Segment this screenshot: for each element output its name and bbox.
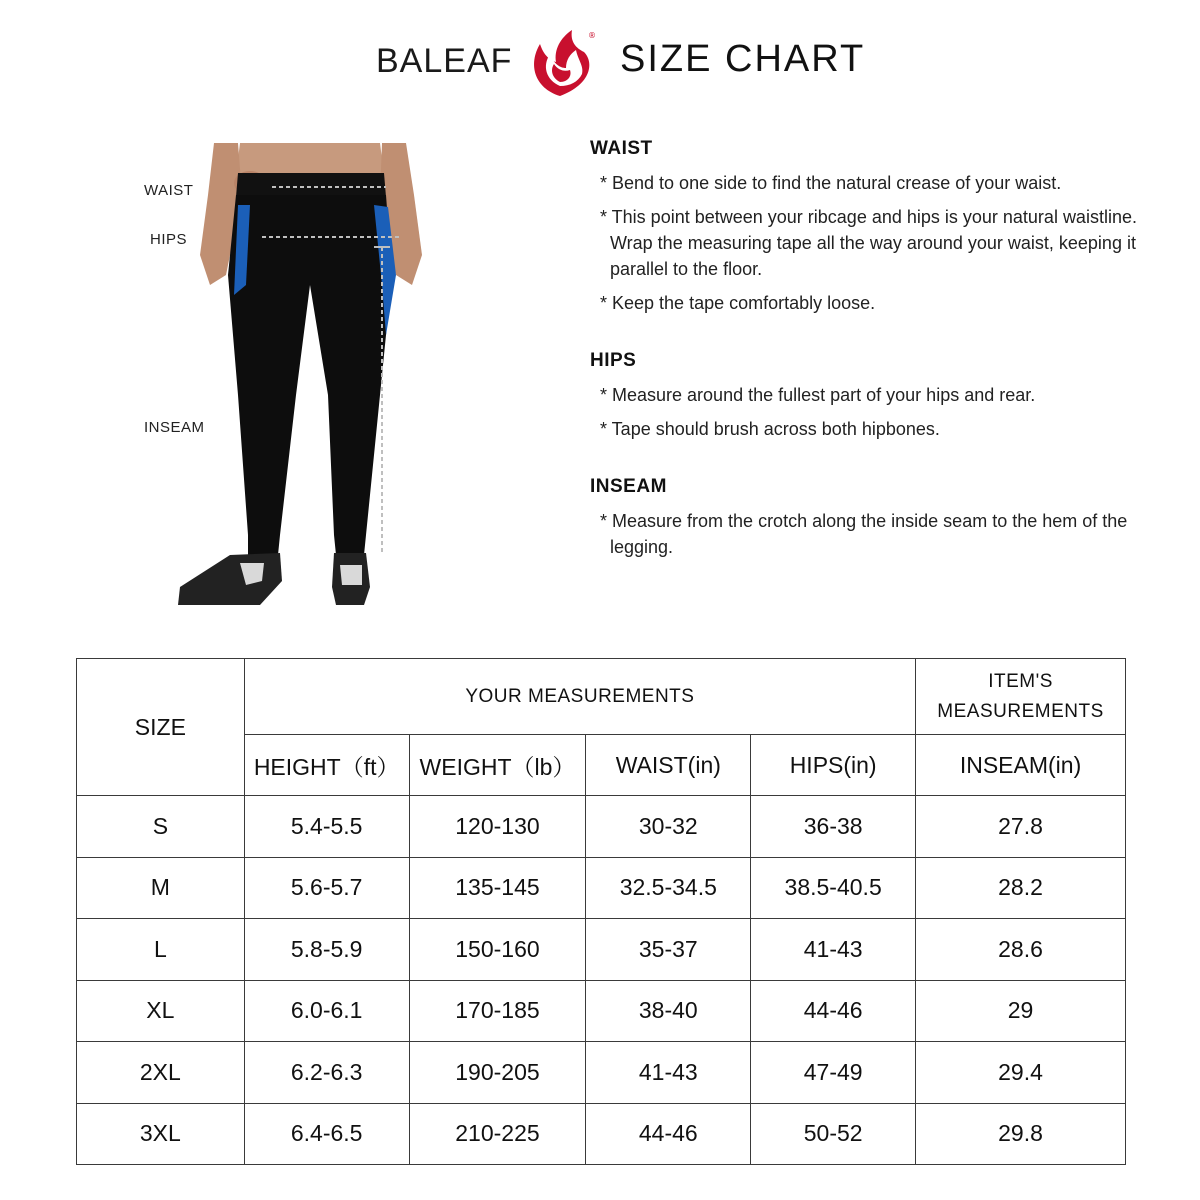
table-cell: 29 [916, 980, 1126, 1042]
table-cell: 41-43 [751, 919, 916, 981]
height-header: HEIGHT（ft） [244, 735, 409, 796]
inseam-section [590, 476, 1150, 560]
table-cell: 36-38 [751, 796, 916, 858]
size-table [76, 658, 1126, 1165]
left-shoe [178, 553, 282, 605]
table-cell: 170-185 [409, 980, 586, 1042]
table-cell: 38-40 [586, 980, 751, 1042]
waist-section [590, 138, 1150, 316]
brand-name: BALEAF [376, 42, 513, 80]
table-row [77, 1042, 1126, 1104]
table-cell: XL [77, 980, 245, 1042]
inseam-heading: INSEAM [590, 476, 667, 497]
table-cell: 35-37 [586, 919, 751, 981]
table-cell: 3XL [77, 1103, 245, 1165]
waist-header: WAIST(in) [586, 735, 751, 796]
table-cell: 6.0-6.1 [244, 980, 409, 1042]
hips-tip-2: * Tape should brush across both hipbones. [600, 419, 940, 439]
table-cell: 44-46 [751, 980, 916, 1042]
hips-header: HIPS(in) [751, 735, 916, 796]
table-cell: 5.6-5.7 [244, 857, 409, 919]
table-row [77, 796, 1126, 858]
table-cell: 210-225 [409, 1103, 586, 1165]
page-title: SIZE CHART [620, 38, 866, 80]
measurement-instructions [590, 138, 1150, 594]
waist-tip-2: * This point between your ribcage and hips is your natural waistline. Wrap the measuring tape all the way around your waist, keeping it parallel to the floor. [600, 207, 1137, 279]
table-cell: 120-130 [409, 796, 586, 858]
table-cell: 32.5-34.5 [586, 857, 751, 919]
table-cell: 5.8-5.9 [244, 919, 409, 981]
leggings [228, 195, 392, 555]
table-cell: 29.4 [916, 1042, 1126, 1104]
table-cell: 5.4-5.5 [244, 796, 409, 858]
table-cell: 28.2 [916, 857, 1126, 919]
table-cell: 30-32 [586, 796, 751, 858]
table-cell: 29.8 [916, 1103, 1126, 1165]
hips-section [590, 350, 1150, 442]
table-cell: 44-46 [586, 1103, 751, 1165]
waist-tip-1: * Bend to one side to find the natural crease of your waist. [600, 173, 1062, 193]
table-cell: 150-160 [409, 919, 586, 981]
model-leggings-illustration [130, 135, 470, 615]
table-row [77, 919, 1126, 981]
items-measurements-header: ITEM'S MEASUREMENTS [916, 659, 1126, 735]
size-header: SIZE [77, 659, 245, 796]
table-cell: 135-145 [409, 857, 586, 919]
table-cell: L [77, 919, 245, 981]
hips-label: HIPS [150, 231, 188, 248]
hips-heading: HIPS [590, 350, 637, 371]
table-cell: 28.6 [916, 919, 1126, 981]
hips-tip-1: * Measure around the fullest part of your hips and rear. [600, 385, 1036, 405]
table-cell: 27.8 [916, 796, 1126, 858]
inseam-label: INSEAM [144, 419, 205, 436]
table-row [77, 980, 1126, 1042]
table-cell: 38.5-40.5 [751, 857, 916, 919]
your-measurements-header: YOUR MEASUREMENTS [244, 659, 915, 735]
table-cell: 41-43 [586, 1042, 751, 1104]
waist-heading: WAIST [590, 138, 653, 159]
table-cell: 50-52 [751, 1103, 916, 1165]
waist-label: WAIST [144, 182, 194, 199]
table-cell: M [77, 857, 245, 919]
table-cell: 6.4-6.5 [244, 1103, 409, 1165]
inseam-tip-1: * Measure from the crotch along the inside seam to the hem of the legging. [600, 511, 1128, 557]
table-cell: 2XL [77, 1042, 245, 1104]
table-cell: 190-205 [409, 1042, 586, 1104]
svg-text:®: ® [588, 31, 596, 40]
table-row [77, 1103, 1126, 1165]
weight-header: WEIGHT（lb） [409, 735, 586, 796]
inseam-header: INSEAM(in) [916, 735, 1126, 796]
baleaf-logo-icon [520, 26, 600, 102]
table-cell: 6.2-6.3 [244, 1042, 409, 1104]
table-row [77, 857, 1126, 919]
table-cell: S [77, 796, 245, 858]
table-cell: 47-49 [751, 1042, 916, 1104]
waist-tip-3: * Keep the tape comfortably loose. [600, 293, 876, 313]
